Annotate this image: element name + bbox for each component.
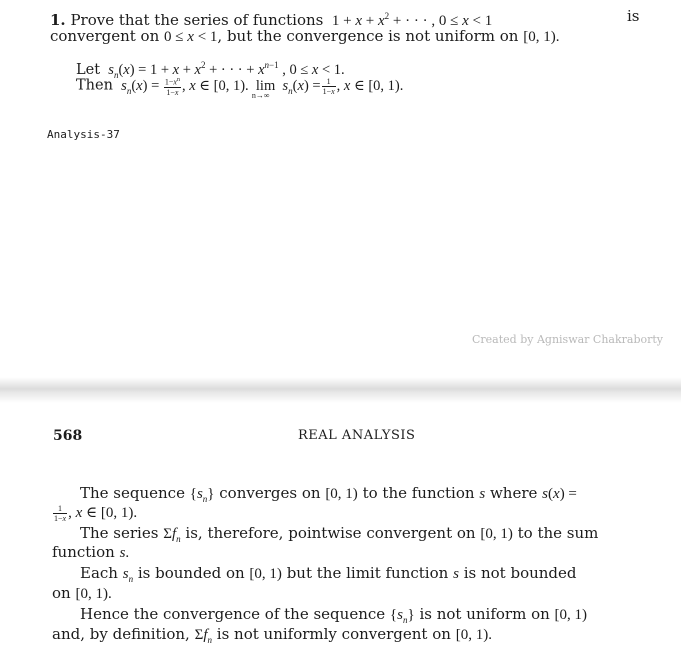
text-fragment: to the function [362,484,475,502]
text-line-1 [80,484,577,509]
problem-line-2 [50,27,559,47]
math-interval: [0, 1). [455,627,492,643]
text-line-8 [52,625,492,650]
text-fragment: function [52,543,115,561]
running-head: REAL ANALYSIS [298,428,416,443]
text-fragment: but the limit function [286,564,449,582]
text-fragment: on [52,584,71,602]
problem-text-2: convergent on [50,27,160,45]
problem-text: Prove that the series of functions [70,11,324,29]
math-sn-set: $\{s_n\}$ [189,486,215,504]
domain-expression: 0 ≤ x < 1 [164,29,218,45]
let-word: Let [76,61,101,78]
text-fragment: to the sum [517,524,599,542]
math-interval: [0, 1) [554,607,588,623]
math-s: s [479,486,486,502]
problem-is: is [627,7,640,25]
watermark: Created by Agniswar Chakraborty [472,333,664,346]
text-line-4 [52,543,129,563]
text-fragment: The series [80,524,159,542]
series-expression: $1 + x + x^2$ + · · · , 0 ≤ x < 1 [328,11,493,29]
page-number: 568 [53,428,83,444]
math-interval: [0, 1) [480,526,513,542]
text-fragment: The sequence [80,484,185,502]
text-fragment: is not uniformly convergent on [216,625,451,643]
text-fragment: is not bounded [463,564,577,582]
math-interval: [0, 1) [325,486,358,502]
text-fragment: Each [80,564,118,582]
lim-subscript: n→∞ [251,90,270,100]
sn-definition: $s_n(x) = 1 + x + x^2$ + · · · + $x^{n-1}$ , 0 ≤ x < 1. [108,60,345,80]
math-s: s. [119,545,130,561]
math-interval: [0, 1) [249,566,282,582]
math-sum-fn: $\Sigma f_n$ [194,627,212,645]
then-word: Then [76,77,113,94]
text-line-5 [80,564,577,589]
text-fragment: where [489,484,538,502]
sn-closed-form: $s_n(x)$ = $\frac{1-x^n}{1-x}$ , x ∈ [0, 1). lim n→∞ $s_n(x)$ = $\frac{1}{1-x}$ , x ∈ [0, 1). [121,76,404,100]
problem-number: 1. [50,11,66,29]
text-fragment: and, by definition, [52,625,190,643]
math-s: s [453,566,459,582]
text-line-6 [52,584,112,604]
math-limit-fraction: $\frac{1}{1-x}$ , x ∈ [0, 1). [54,504,138,524]
page-label: Analysis-37 [47,128,120,141]
text-line-2 [52,503,137,523]
math-interval: [0, 1). [75,586,112,602]
interval: [0, 1). [523,29,560,45]
math-sn: $s_n$ [122,566,134,584]
text-fragment: converges on [219,484,321,502]
text-fragment: is not uniform on [419,605,550,623]
math-sx: s(x) = [542,486,577,502]
text-fragment: is bounded on [137,564,245,582]
math-sn-set: $\{s_n\}$ [389,607,415,625]
text-fragment: is, therefore, pointwise convergent on [185,524,476,542]
lim-word: lim [255,77,276,94]
math-sum-fn: $\Sigma f_n$ [163,526,181,544]
text-fragment: Hence the convergence of the sequence [80,605,386,623]
problem-text-3: , but the convergence is not uniform on [217,27,519,45]
page-divider [0,377,681,403]
then-line [76,76,403,100]
text-line-3 [80,524,598,549]
